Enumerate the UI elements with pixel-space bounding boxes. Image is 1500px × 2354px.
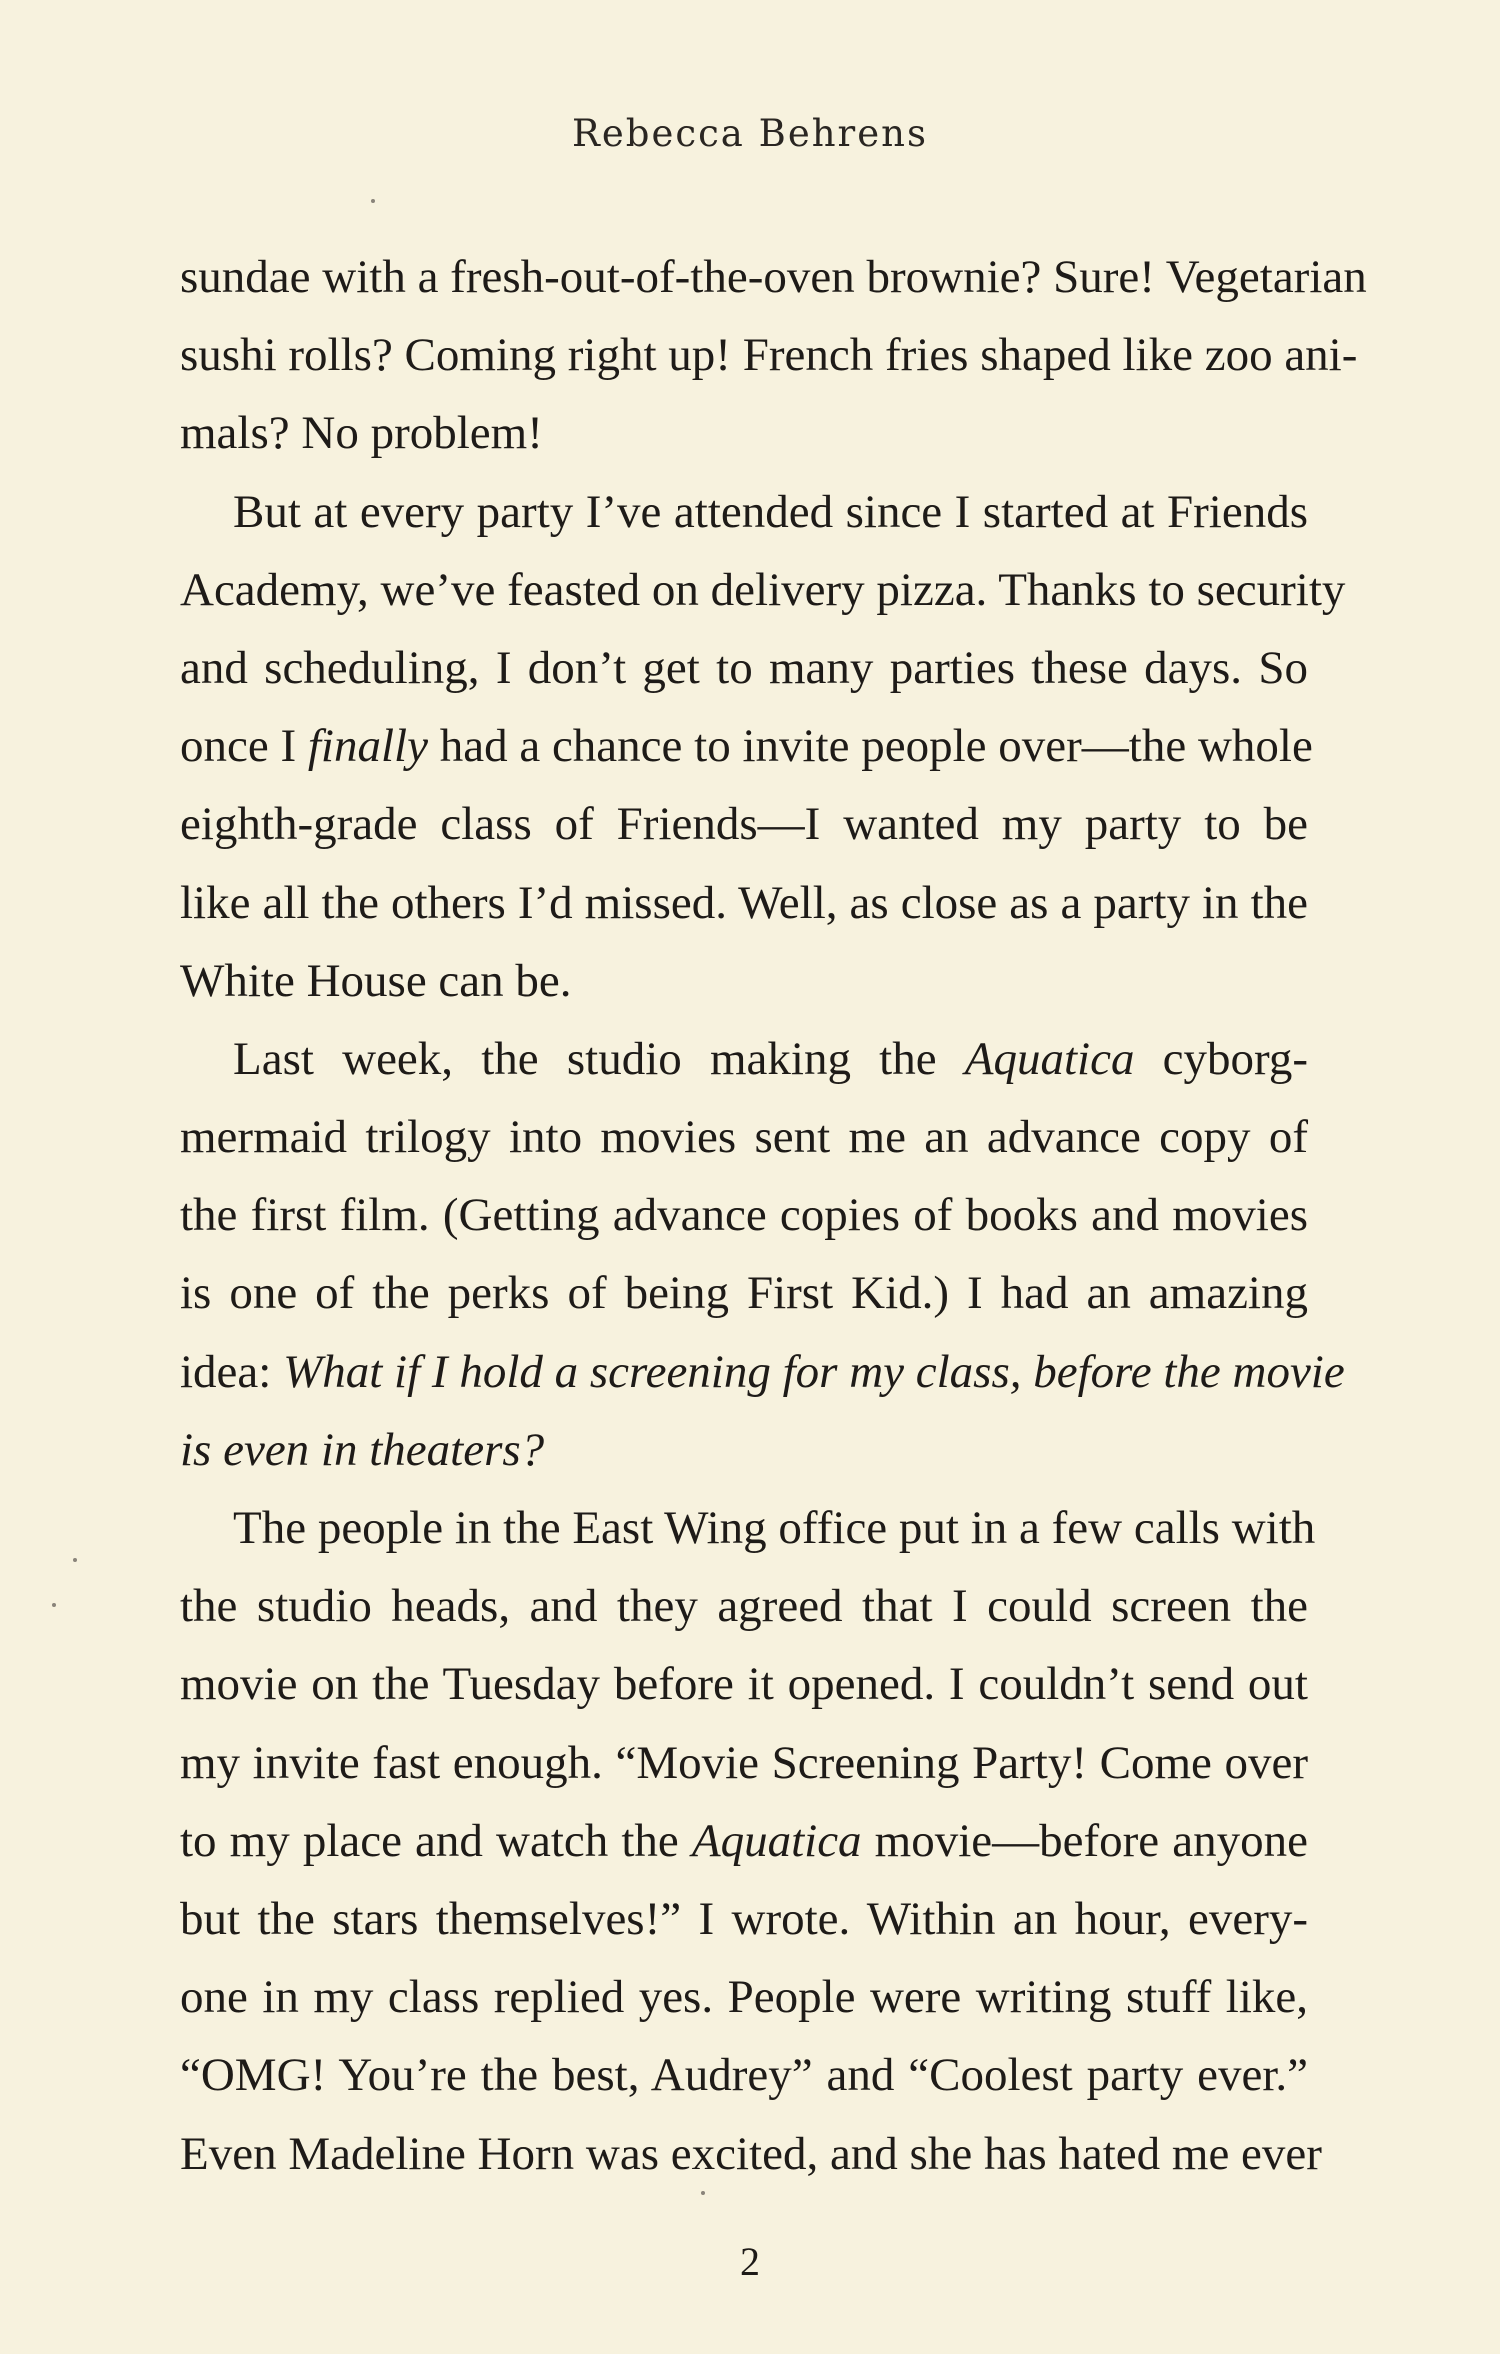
italic-emphasis: finally — [307, 720, 428, 773]
text-line: mermaid trilogy into movies sent me an advance copy of — [180, 1111, 1308, 1164]
page-number: 2 — [740, 2239, 760, 2284]
text-line: Academy, we’ve feasted on delivery pizza. Thanks to security — [180, 563, 1346, 616]
italic-thought: What if I hold a screening for my class, before the movie — [283, 1345, 1345, 1398]
scan-speck — [52, 1603, 56, 1607]
text-run: once I — [180, 720, 308, 773]
text-line — [180, 1333, 1345, 1411]
text-line: Even Madeline Horn was excited, and she has hated me ever — [180, 2127, 1322, 2180]
text-line: the first film. (Getting advance copies of books and movies — [180, 1189, 1308, 1242]
text-line: sundae with a fresh-out-of-the-oven brownie? Sure! Vegetarian — [180, 251, 1367, 303]
italic-title: Aquatica — [691, 1814, 862, 1867]
text-line: movie on the Tuesday before it opened. I couldn’t send out — [180, 1658, 1308, 1711]
text-line: and scheduling, I don’t get to many parties these days. So — [180, 641, 1308, 694]
scan-speck — [73, 1558, 77, 1562]
text-run: movie—before anyone — [861, 1814, 1308, 1867]
text-line: But at every party I’ve attended since I started at Friends — [233, 485, 1308, 538]
text-run: Last week, the studio making the — [233, 1032, 965, 1085]
text-line — [180, 707, 1313, 785]
scan-speck — [701, 2191, 705, 2195]
text-line — [180, 1411, 1308, 1489]
text-line: White House can be. — [180, 954, 572, 1007]
text-line: the studio heads, and they agreed that I could screen the — [180, 1580, 1308, 1633]
text-line: is one of the perks of being First Kid.) I had an amazing — [180, 1267, 1308, 1320]
text-run: idea: — [180, 1345, 284, 1398]
running-head: Rebecca Behrens — [572, 112, 928, 155]
text-line: like all the others I’d missed. Well, as close as a party in the — [180, 876, 1308, 929]
body-text — [180, 238, 1367, 2193]
text-run: cyborg- — [1134, 1032, 1308, 1085]
text-line: my invite fast enough. “Movie Screening Party! Come over — [180, 1736, 1308, 1789]
text-line: sushi rolls? Coming right up! French fries shaped like zoo ani- — [180, 329, 1358, 382]
text-run: had a chance to invite people over—the whole — [427, 720, 1313, 773]
text-line — [180, 1020, 1308, 1098]
text-run: to my place and watch the — [180, 1814, 692, 1867]
text-line: but the stars themselves!” I wrote. Within an hour, every- — [180, 1892, 1308, 1945]
scan-speck — [371, 199, 375, 203]
text-line: mals? No problem! — [180, 407, 543, 460]
text-line: The people in the East Wing office put in a few calls with — [233, 1502, 1316, 1554]
text-line: “OMG! You’re the best, Audrey” and “Coolest party ever.” — [180, 2049, 1308, 2102]
text-line: eighth-grade class of Friends—I wanted my party to be — [180, 798, 1308, 851]
italic-thought: is even in theaters? — [180, 1423, 545, 1476]
text-line: one in my class replied yes. People were writing stuff like, — [180, 1971, 1308, 2024]
text-line — [180, 1802, 1308, 1880]
italic-title: Aquatica — [964, 1032, 1135, 1085]
